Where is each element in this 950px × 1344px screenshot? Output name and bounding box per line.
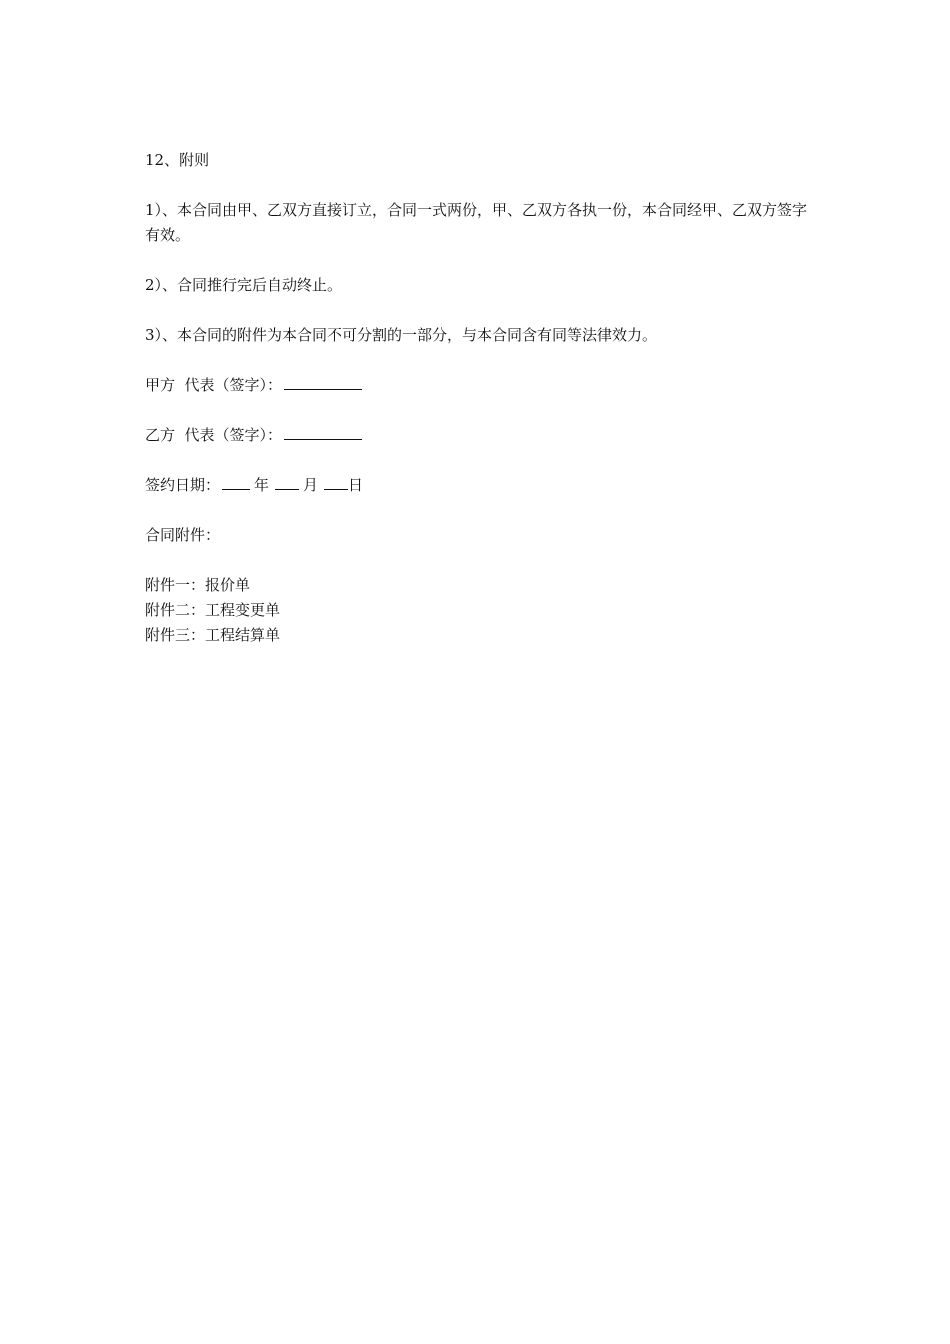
clause-3: 3）、本合同的附件为本合同不可分割的一部分，与本合同含有同等法律效力。 <box>145 326 658 344</box>
attachments-title: 合同附件： <box>145 526 221 544</box>
day-label: 日 <box>348 476 364 494</box>
party-b-signature-line <box>145 423 815 448</box>
attachment-item: 附件二：工程变更单 <box>145 601 281 619</box>
clause-2: 2）、合同推行完后自动终止。 <box>145 276 343 294</box>
party-b-signature-blank <box>284 423 362 440</box>
party-a-signature-line <box>145 373 815 398</box>
clause-1: 1）、本合同由甲、乙双方直接订立，合同一式两份，甲、乙双方各执一份，本合同经甲、乙双方签字有效。 <box>145 201 808 244</box>
party-a-label: 甲方 代表（签字）： <box>145 376 283 394</box>
section-heading: 12、附则 <box>145 151 210 169</box>
month-blank <box>275 473 299 490</box>
attachment-item: 附件一：报价单 <box>145 576 251 594</box>
document-body <box>145 148 815 648</box>
party-b-label: 乙方 代表（签字）： <box>145 426 283 444</box>
signing-date-line <box>145 473 815 498</box>
month-label: 月 <box>303 476 319 494</box>
party-a-signature-blank <box>284 373 362 390</box>
attachment-item: 附件三：工程结算单 <box>145 626 281 644</box>
year-label: 年 <box>254 476 270 494</box>
date-label: 签约日期： <box>145 476 221 494</box>
day-blank <box>324 473 348 490</box>
year-blank <box>222 473 250 490</box>
